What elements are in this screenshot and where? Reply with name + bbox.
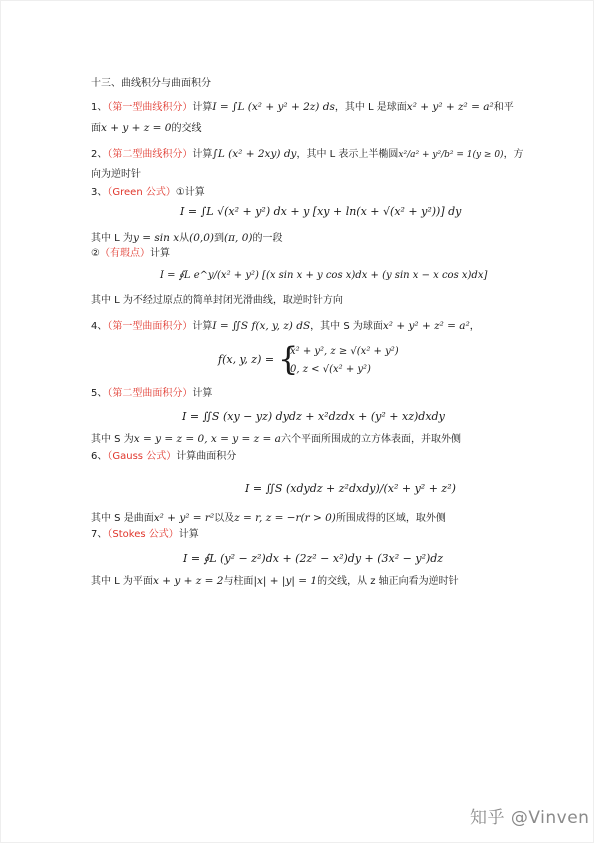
q6-where <box>91 512 446 525</box>
q5-planes: x = y = z = 0, x = y = z = a <box>133 433 281 445</box>
q2-tag: （第二型曲线积分） <box>107 149 193 160</box>
question-1 <box>91 101 514 114</box>
q3-end-point: (π, 0) <box>224 232 253 244</box>
question-5 <box>91 387 212 400</box>
q6-text-a: 计算曲面积分 <box>176 451 237 462</box>
q2-text-b: ，其中 L 表示上半椭圆 <box>296 149 399 160</box>
zhihu-watermark: 知乎 @Vinven <box>470 808 590 828</box>
q7-plane: x + y + z = 2 <box>152 575 224 587</box>
q7-where-b: 与柱面 <box>223 576 254 587</box>
q7-number: 7、 <box>91 529 108 540</box>
q2-text-c: ，方 <box>503 149 524 160</box>
q2-integral: ∫L (x² + 2xy) dy <box>212 148 297 160</box>
q4-text-b: ，其中 S 为球面 <box>310 321 383 332</box>
q7-tag: （Stokes 公式） <box>107 529 179 540</box>
q3-where-d: 的一段 <box>252 233 283 244</box>
question-2-line2: 向为逆时针 <box>91 169 141 180</box>
q1-line2-text: 面 <box>91 123 101 134</box>
q1-sphere: x² + y² + z² = a² <box>406 101 494 113</box>
q2-ellipse: x²/a² + y²/b² = 1(y ≥ 0) <box>398 150 504 160</box>
q5-where <box>91 433 461 446</box>
q1-tag: （第一型曲线积分） <box>107 102 193 113</box>
q4-text-a: 计算 <box>192 321 213 332</box>
q2-text-a: 计算 <box>192 149 213 160</box>
q3-sub-number: ② <box>91 248 100 259</box>
question-3-part2 <box>91 247 170 260</box>
q3-curve: y = sin x <box>132 232 180 244</box>
q1-plane: x + y + z = 0 <box>101 122 172 134</box>
q3-equation-2: I = ∮L e^y/(x² + y²) [(x sin x + y cos x)dx + (y sin x − x cos x)dx] <box>160 270 488 281</box>
q4-tag: （第一型曲面积分） <box>107 321 193 332</box>
q6-where-b: 以及 <box>214 513 235 524</box>
q6-cylinder: x² + y² = r² <box>153 512 215 524</box>
q4-piecewise-label: f(x, y, z) = <box>218 353 275 366</box>
q5-tag: （第二型曲面积分） <box>107 388 193 399</box>
question-2 <box>91 148 524 162</box>
q4-case-2: 0, z < √(x² + y²) <box>290 364 371 375</box>
q4-sphere: x² + y² + z² = a² <box>382 320 470 332</box>
question-6 <box>91 450 236 463</box>
q1-number: 1、 <box>91 102 108 113</box>
q6-where-c: 所围成得的区域，取外侧 <box>335 513 446 524</box>
q1-integral: I = ∫L (x² + y² + 2z) ds <box>212 101 335 113</box>
q4-case-1: x² + y², z ≥ √(x² + y²) <box>290 346 399 357</box>
q7-cylinder: |x| + |y| = 1 <box>253 575 318 587</box>
q6-equation: I = ∬S (xdydz + z²dxdy)/(x² + y² + z²) <box>245 482 456 495</box>
q3-where-2: 其中 L 为不经过原点的简单封闭光滑曲线，取逆时针方向 <box>91 295 343 306</box>
q7-where <box>91 575 459 588</box>
q3-start-point: (0,0) <box>189 232 215 244</box>
q3-where-c: 到 <box>214 233 225 244</box>
q7-text-a: 计算 <box>178 529 199 540</box>
q3-where-a: 其中 L 为 <box>91 233 133 244</box>
question-3 <box>91 186 205 199</box>
q4-brace: { <box>278 340 299 378</box>
q3-text-a: ①计算 <box>175 187 205 198</box>
q5-equation: I = ∬S (xy − yz) dydz + x²dzdx + (y² + xz)dxdy <box>182 410 445 423</box>
q6-tag: （Gauss 公式） <box>107 451 177 462</box>
q4-integral: I = ∬S f(x, y, z) dS <box>212 320 311 332</box>
q3-equation: I = ∫L √(x² + y²) dx + y [xy + ln(x + √(x² + y²))] dy <box>180 205 462 218</box>
q5-where-b: 六个平面所围成的立方体表面，并取外侧 <box>280 434 461 445</box>
q5-number: 5、 <box>91 388 108 399</box>
q3-sub-text: 计算 <box>149 248 170 259</box>
q4-number: 4、 <box>91 321 108 332</box>
q7-where-a: 其中 L 为平面 <box>91 576 153 587</box>
q6-where-a: 其中 S 是曲面 <box>91 513 154 524</box>
q3-where-b: 从 <box>179 233 190 244</box>
q1-text-c: 和平 <box>493 102 514 113</box>
q3-tag: （Green 公式） <box>107 187 176 198</box>
q7-where-c: 的交线，从 z 轴正向看为逆时针 <box>317 576 459 587</box>
q3-where <box>91 232 282 245</box>
q1-line2-end: 的交线 <box>171 123 202 134</box>
q4-text-c: ， <box>469 321 480 332</box>
q3-number: 3、 <box>91 187 108 198</box>
question-4 <box>91 320 480 333</box>
section-heading: 十三、曲线积分与曲面积分 <box>91 78 211 89</box>
q3-sub-tag: （有瑕点） <box>99 248 150 259</box>
q1-text-a: 计算 <box>192 102 213 113</box>
question-1-line2 <box>91 122 202 135</box>
question-7 <box>91 528 199 541</box>
q6-caps: z = r, z = −r(r > 0) <box>234 512 336 524</box>
q5-where-a: 其中 S 为 <box>91 434 134 445</box>
q5-text-a: 计算 <box>192 388 213 399</box>
q2-number: 2、 <box>91 149 108 160</box>
q1-text-b: ，其中 L 是球面 <box>334 102 407 113</box>
q6-number: 6、 <box>91 451 108 462</box>
q7-equation: I = ∮L (y² − z²)dx + (2z² − x²)dy + (3x² − y²)dz <box>183 552 444 565</box>
